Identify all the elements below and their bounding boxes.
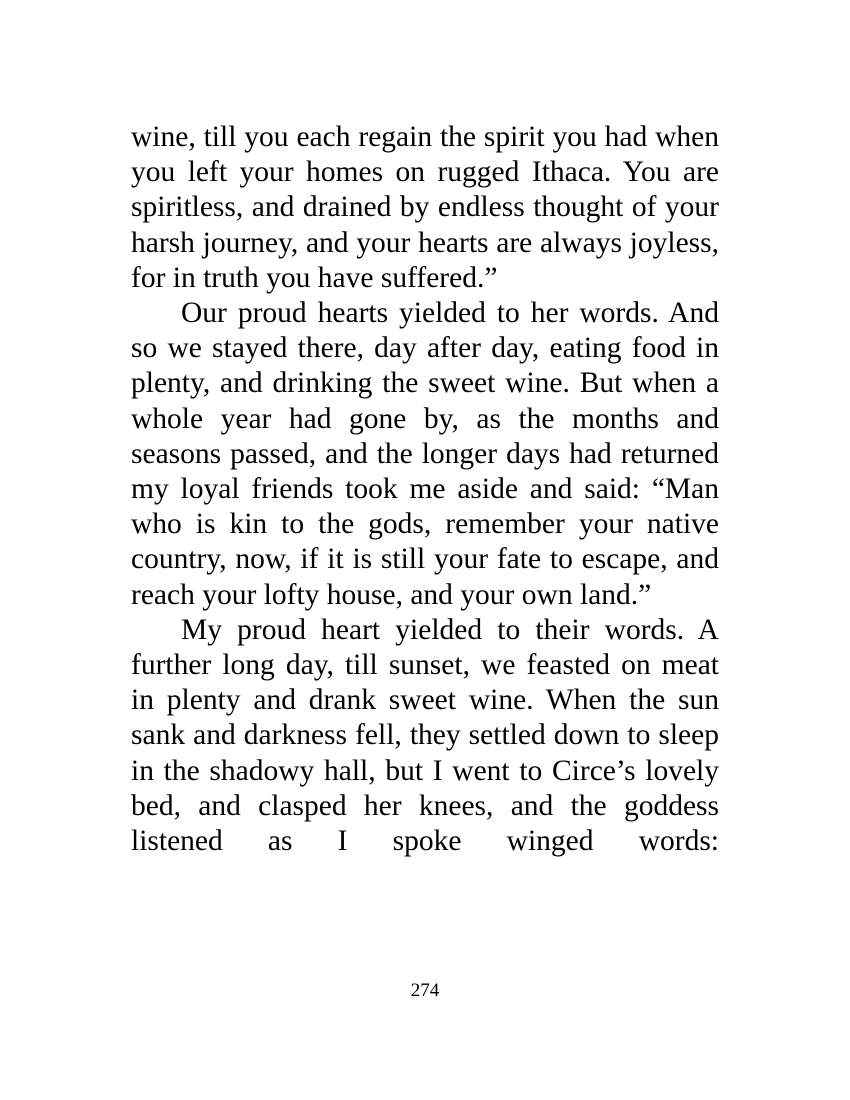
paragraph-proud-heart: My proud heart yielded to their words. A further long day, till sunset, we feasted on meat in plenty and drank sweet wine. When the sun sank and darkness fell, they settled down to sleep in the shadowy hall, but I went to Circe’s lovely bed, and clasped her knees, and the goddess listened as I spoke winged words: bbox=[131, 613, 719, 858]
paragraph-proud-hearts: Our proud hearts yielded to her words. And so we stayed there, day after day, eating food in plenty, and drinking the sweet wine. But when a whole year had gone by, as the months and seasons passed, and the longer days had returned my loyal friends took me aside and said: “Man who is kin to the gods, remember your native country, now, if it is still your fate to escape, and reach your lofty house, and your own land.” bbox=[131, 297, 719, 611]
page-body bbox=[131, 120, 719, 859]
page-number: 274 bbox=[410, 980, 440, 1001]
paragraph-continuation: wine, till you each regain the spirit you had when you left your homes on rugged Ithaca. You are spiritless, and drained by endless thought of your harsh journey, and your hearts are always joyless, for in truth you have suffered.” bbox=[131, 121, 719, 294]
